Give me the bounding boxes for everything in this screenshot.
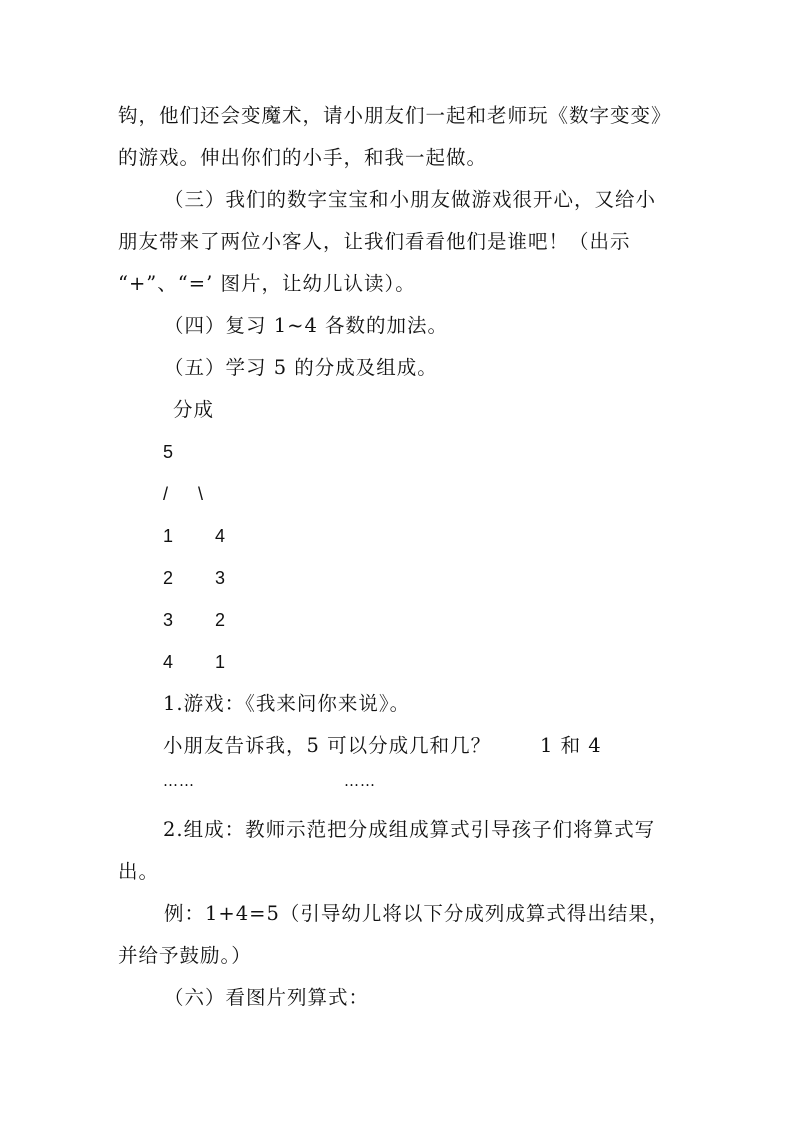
- paragraph-line: 并给予鼓励。）: [118, 944, 252, 967]
- qa-question: 小朋友告诉我，5 可以分成几和几？: [163, 734, 492, 757]
- split-row-right: 2: [215, 610, 226, 630]
- qa-answer: 1 和 4: [540, 734, 602, 757]
- example-line: 例：1+4=5（引导幼儿将以下分成列成算式得出结果，: [164, 902, 670, 925]
- qa-ellipsis-right: ……: [344, 772, 376, 790]
- composition-heading: 2.组成：教师示范把分成组成算式引导孩子们将算式写: [163, 818, 656, 841]
- split-row-left: 2: [163, 568, 174, 588]
- qa-ellipsis-left: ……: [163, 772, 195, 790]
- section-three-heading: （三）我们的数字宝宝和小朋友做游戏很开心，又给小: [164, 188, 657, 211]
- section-four-heading: （四）复习 1~4 各数的加法。: [164, 314, 449, 337]
- split-row-left: 3: [163, 610, 174, 630]
- paragraph-line: 钩，他们还会变魔术，请小朋友们一起和老师玩《数字变变》: [118, 104, 672, 127]
- split-total: 5: [163, 442, 174, 462]
- split-row-right: 4: [215, 526, 226, 546]
- split-right-branch: \: [198, 484, 204, 504]
- paragraph-line: 出。: [118, 860, 160, 883]
- split-row-right: 3: [215, 568, 226, 588]
- split-row-right: 1: [215, 652, 226, 672]
- game-heading: 1.游戏：《我来问你来说》。: [163, 692, 411, 715]
- split-row-left: 4: [163, 652, 174, 672]
- split-left-branch: /: [163, 484, 169, 504]
- section-five-heading: （五）学习 5 的分成及组成。: [164, 356, 438, 379]
- split-label: 分成: [173, 398, 215, 421]
- paragraph-line: 的游戏。伸出你们的小手，和我一起做。: [118, 146, 488, 169]
- section-six-heading: （六）看图片列算式：: [164, 986, 370, 1009]
- paragraph-line: “+”、“=’ 图片，让幼儿认读）。: [118, 272, 416, 295]
- split-row-left: 1: [163, 526, 174, 546]
- paragraph-line: 朋友带来了两位小客人，让我们看看他们是谁吧！（出示: [118, 230, 631, 253]
